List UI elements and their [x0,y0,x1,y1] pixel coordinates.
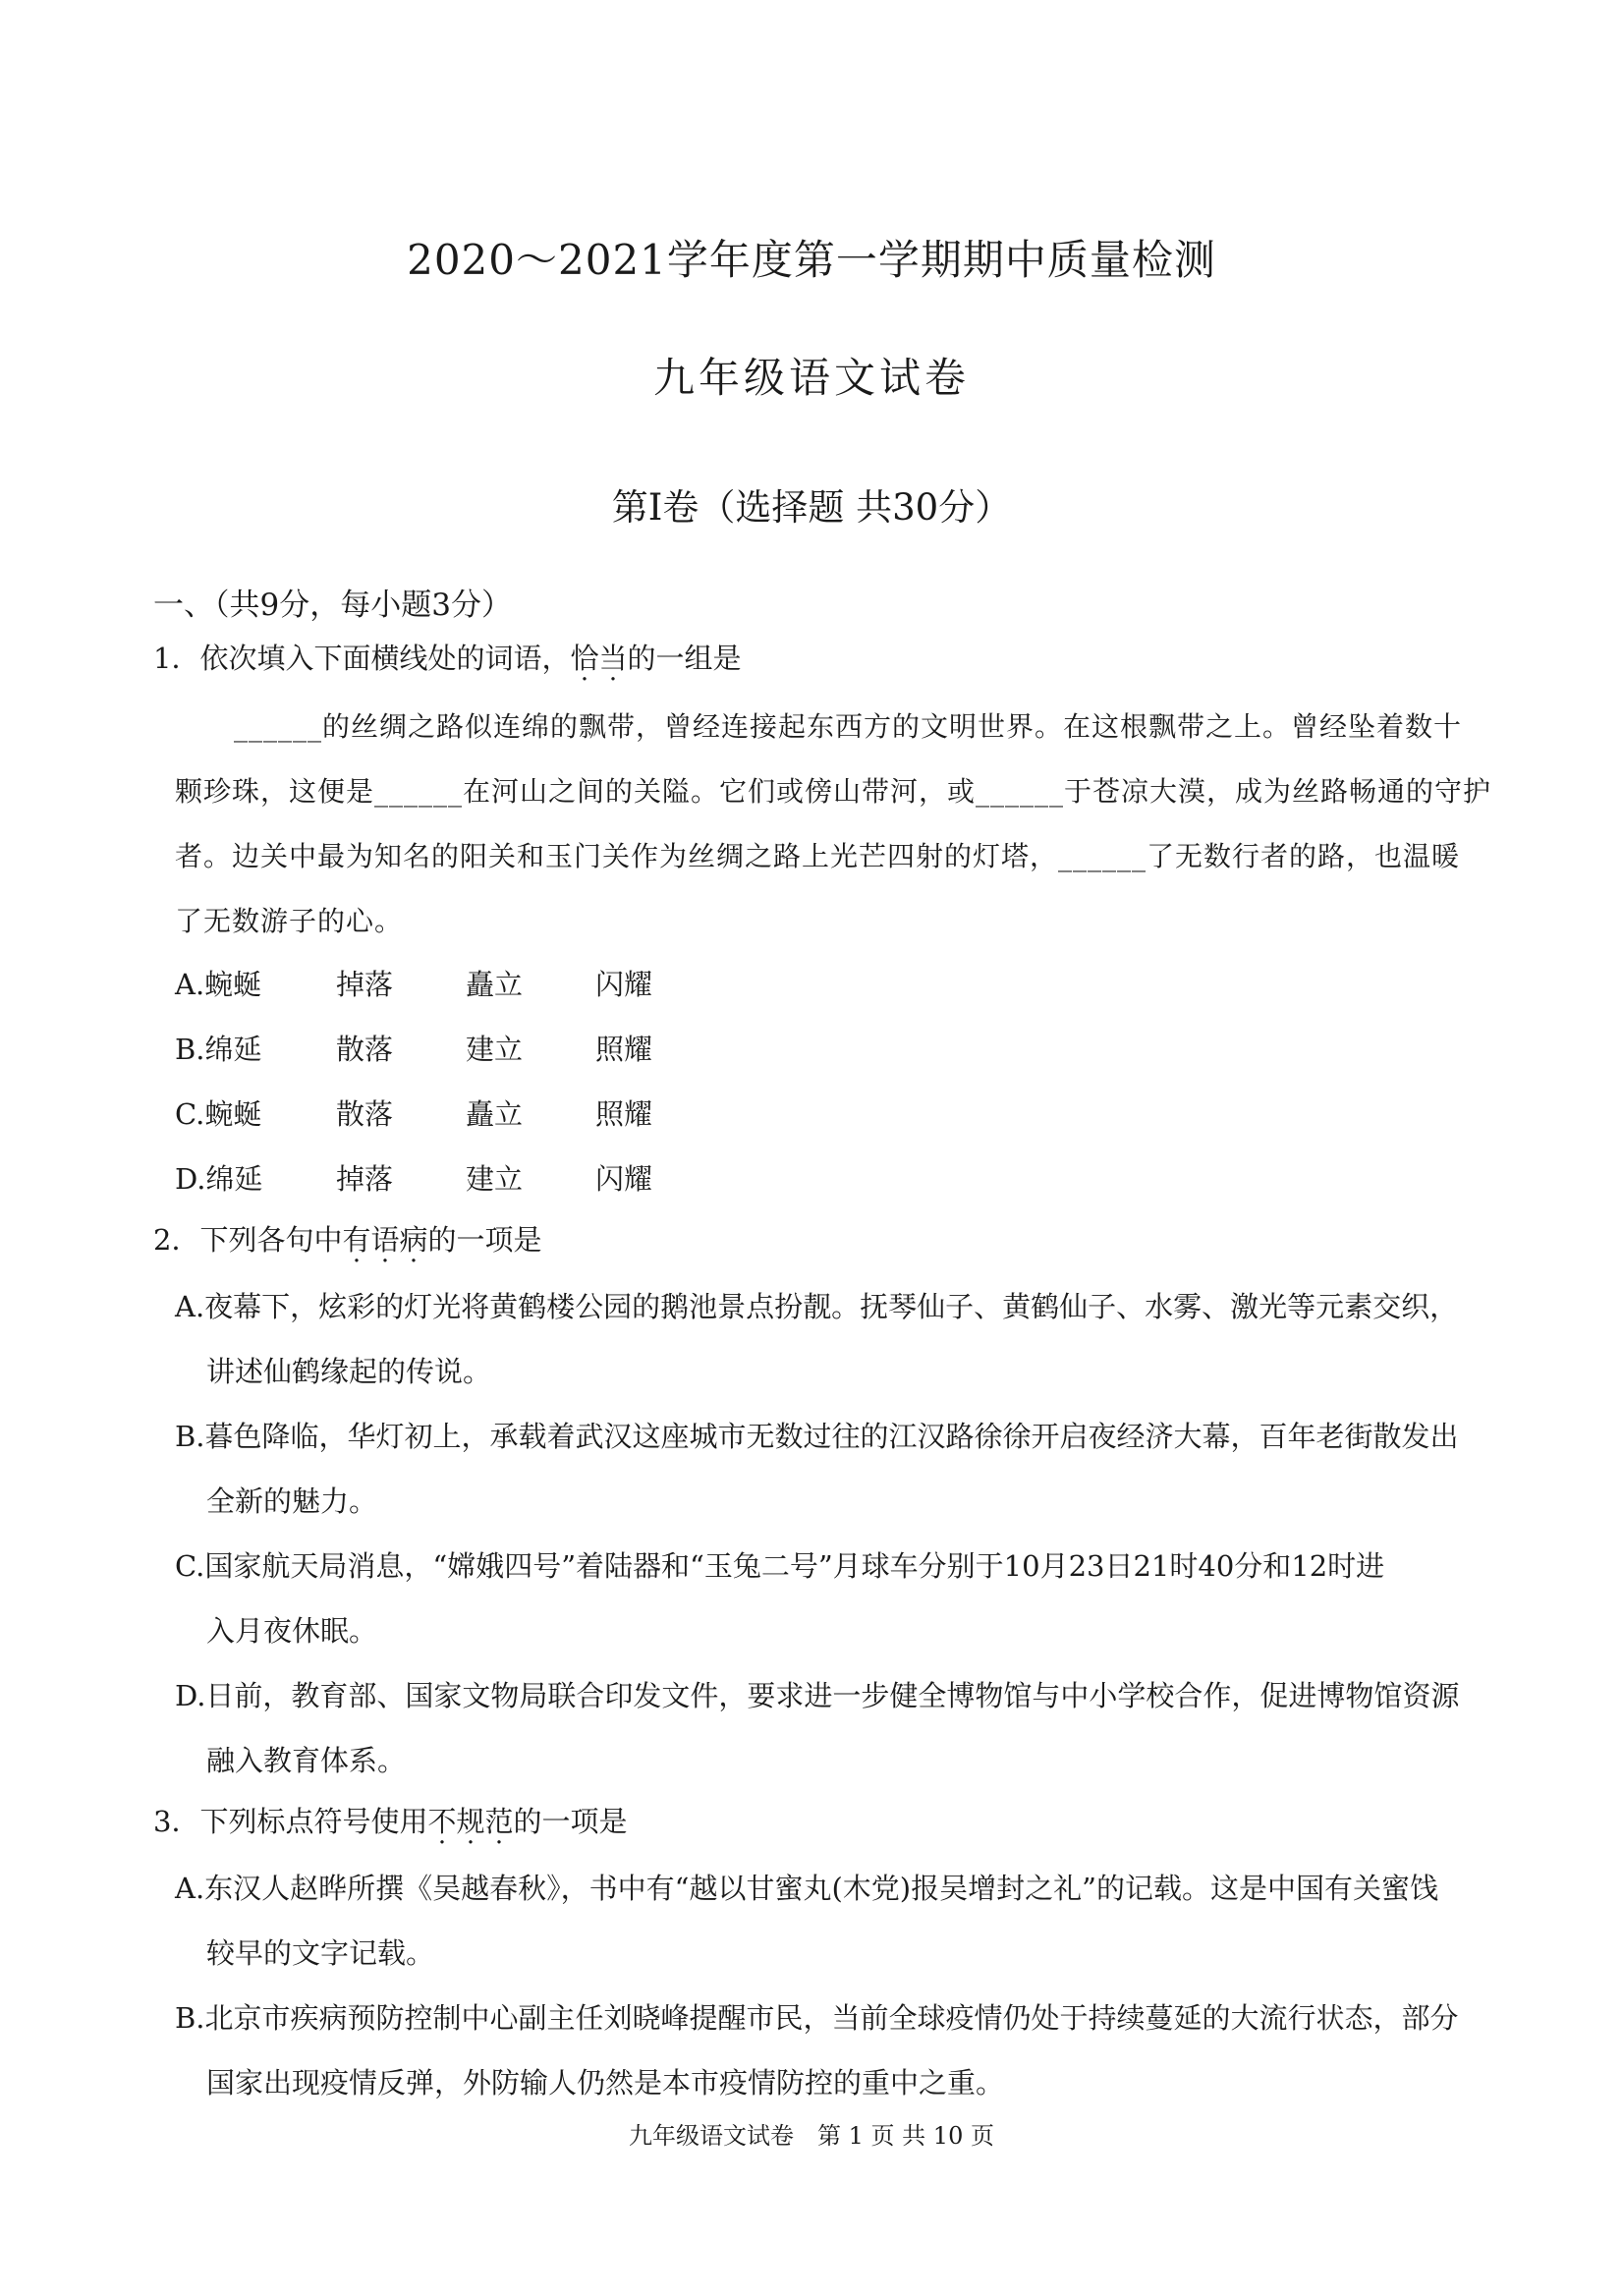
option-word: 照耀 [595,1097,653,1131]
option-word: 掉落 [336,968,394,1001]
page-footer: 九年级语文试卷 第 1 页 共 10 页 [629,2122,994,2150]
option-word: 照耀 [595,1033,653,1066]
stem-text: 2．下列各句中 [153,1223,343,1257]
q2-option-d-line2: 融入教育体系。 [206,1744,407,1777]
stem-text: 的一项是 [513,1805,628,1838]
passage-line: 者。边关中最为知名的阳关和玉门关作为丝绸之路上光芒四射的灯塔，______了无数行者的路，也温暖 [175,840,1461,872]
volume-heading: 第Ⅰ卷（选择题 共30分） [611,486,1012,529]
option-word: A.蜿蜒 [175,968,262,1001]
emphasis-char: 恰 [570,642,599,675]
option-word: B.绵延 [175,1033,262,1066]
emphasis-char: 范 [484,1805,514,1838]
stem-text: 1．依次填入下面横线处的词语， [153,642,571,675]
question-3-stem [153,1800,628,1840]
option-word: 建立 [466,1162,524,1196]
emphasis-char: 不 [427,1805,457,1838]
option-word: 散落 [336,1033,394,1066]
q2-option-a-line2: 讲述仙鹤缘起的传说。 [206,1355,492,1388]
q2-option-d-line1: D.日前，教育部、国家文物局联合印发文件，要求进一步健全博物馆与中小学校合作，促进博物馆资源 [175,1679,1460,1712]
q2-option-b-line1: B.暮色降临，华灯初上，承载着武汉这座城市无数过往的江汉路徐徐开启夜经济大幕，百年老街散发出 [175,1420,1459,1453]
emphasis-char: 病 [399,1223,428,1257]
option-word: 散落 [336,1097,394,1131]
q3-option-b-line1: B.北京市疾病预防控制中心副主任刘晓峰提醒市民，当前全球疫情仍处于持续蔓延的大流行状态，部分 [175,2001,1459,2035]
stem-text: 的一项是 [427,1223,542,1257]
q2-option-a-line1: A.夜幕下，炫彩的灯光将黄鹤楼公园的鹅池景点扮靓。抚琴仙子、黄鹤仙子、水雾、激光等元素交织， [175,1290,1459,1323]
option-word: C.蜿蜒 [175,1097,262,1131]
option-word: 矗立 [466,968,524,1001]
emphasis-char: 有 [342,1223,371,1257]
question-2-stem [153,1218,542,1259]
option-word: 闪耀 [595,968,653,1001]
q2-option-c-line2: 入月夜休眠。 [206,1614,378,1648]
passage-line: 颗珍珠，这便是______在河山之间的关隘。它们或傍山带河，或______于苍凉大漠，成为丝路畅通的守护 [175,775,1492,808]
exam-subtitle: 九年级语文试卷 [652,354,970,402]
passage-line: ______的丝绸之路似连绵的飘带，曾经连接起东西方的文明世界。在这根飘带之上。曾经坠着数十 [234,710,1463,743]
option-word: 掉落 [336,1162,394,1196]
question-1-stem [153,637,742,677]
section-heading: 一、（共9分，每小题3分） [153,588,512,623]
passage-line: 了无数游子的心。 [175,905,404,937]
stem-text: 3．下列标点符号使用 [153,1805,428,1838]
q3-option-b-line2: 国家出现疫情反弹，外防输人仍然是本市疫情防控的重中之重。 [206,2066,1005,2100]
option-word: 闪耀 [595,1162,653,1196]
emphasis-char: 当 [598,642,628,675]
q3-option-a-line2: 较早的文字记载。 [206,1936,435,1970]
option-word: D.绵延 [175,1162,263,1196]
q2-option-c-line1: C.国家航天局消息，“嫦娥四号”着陆器和“玉兔二号”月球车分别于10月23日21时40分和12时进 [175,1549,1385,1583]
emphasis-char: 规 [456,1805,485,1838]
option-word: 建立 [466,1033,524,1066]
option-word: 矗立 [466,1097,524,1131]
stem-text: 的一组是 [627,642,742,675]
q3-option-a-line1: A.东汉人赵晔所撰《吴越春秋》，书中有“越以甘蜜丸(木党)报吴增封之礼”的记载。这是中国有关蜜饯 [175,1872,1438,1905]
q2-option-b-line2: 全新的魅力。 [206,1484,378,1518]
exam-title: 2020～2021学年度第一学期期中质量检测 [407,236,1216,284]
emphasis-char: 语 [370,1223,400,1257]
